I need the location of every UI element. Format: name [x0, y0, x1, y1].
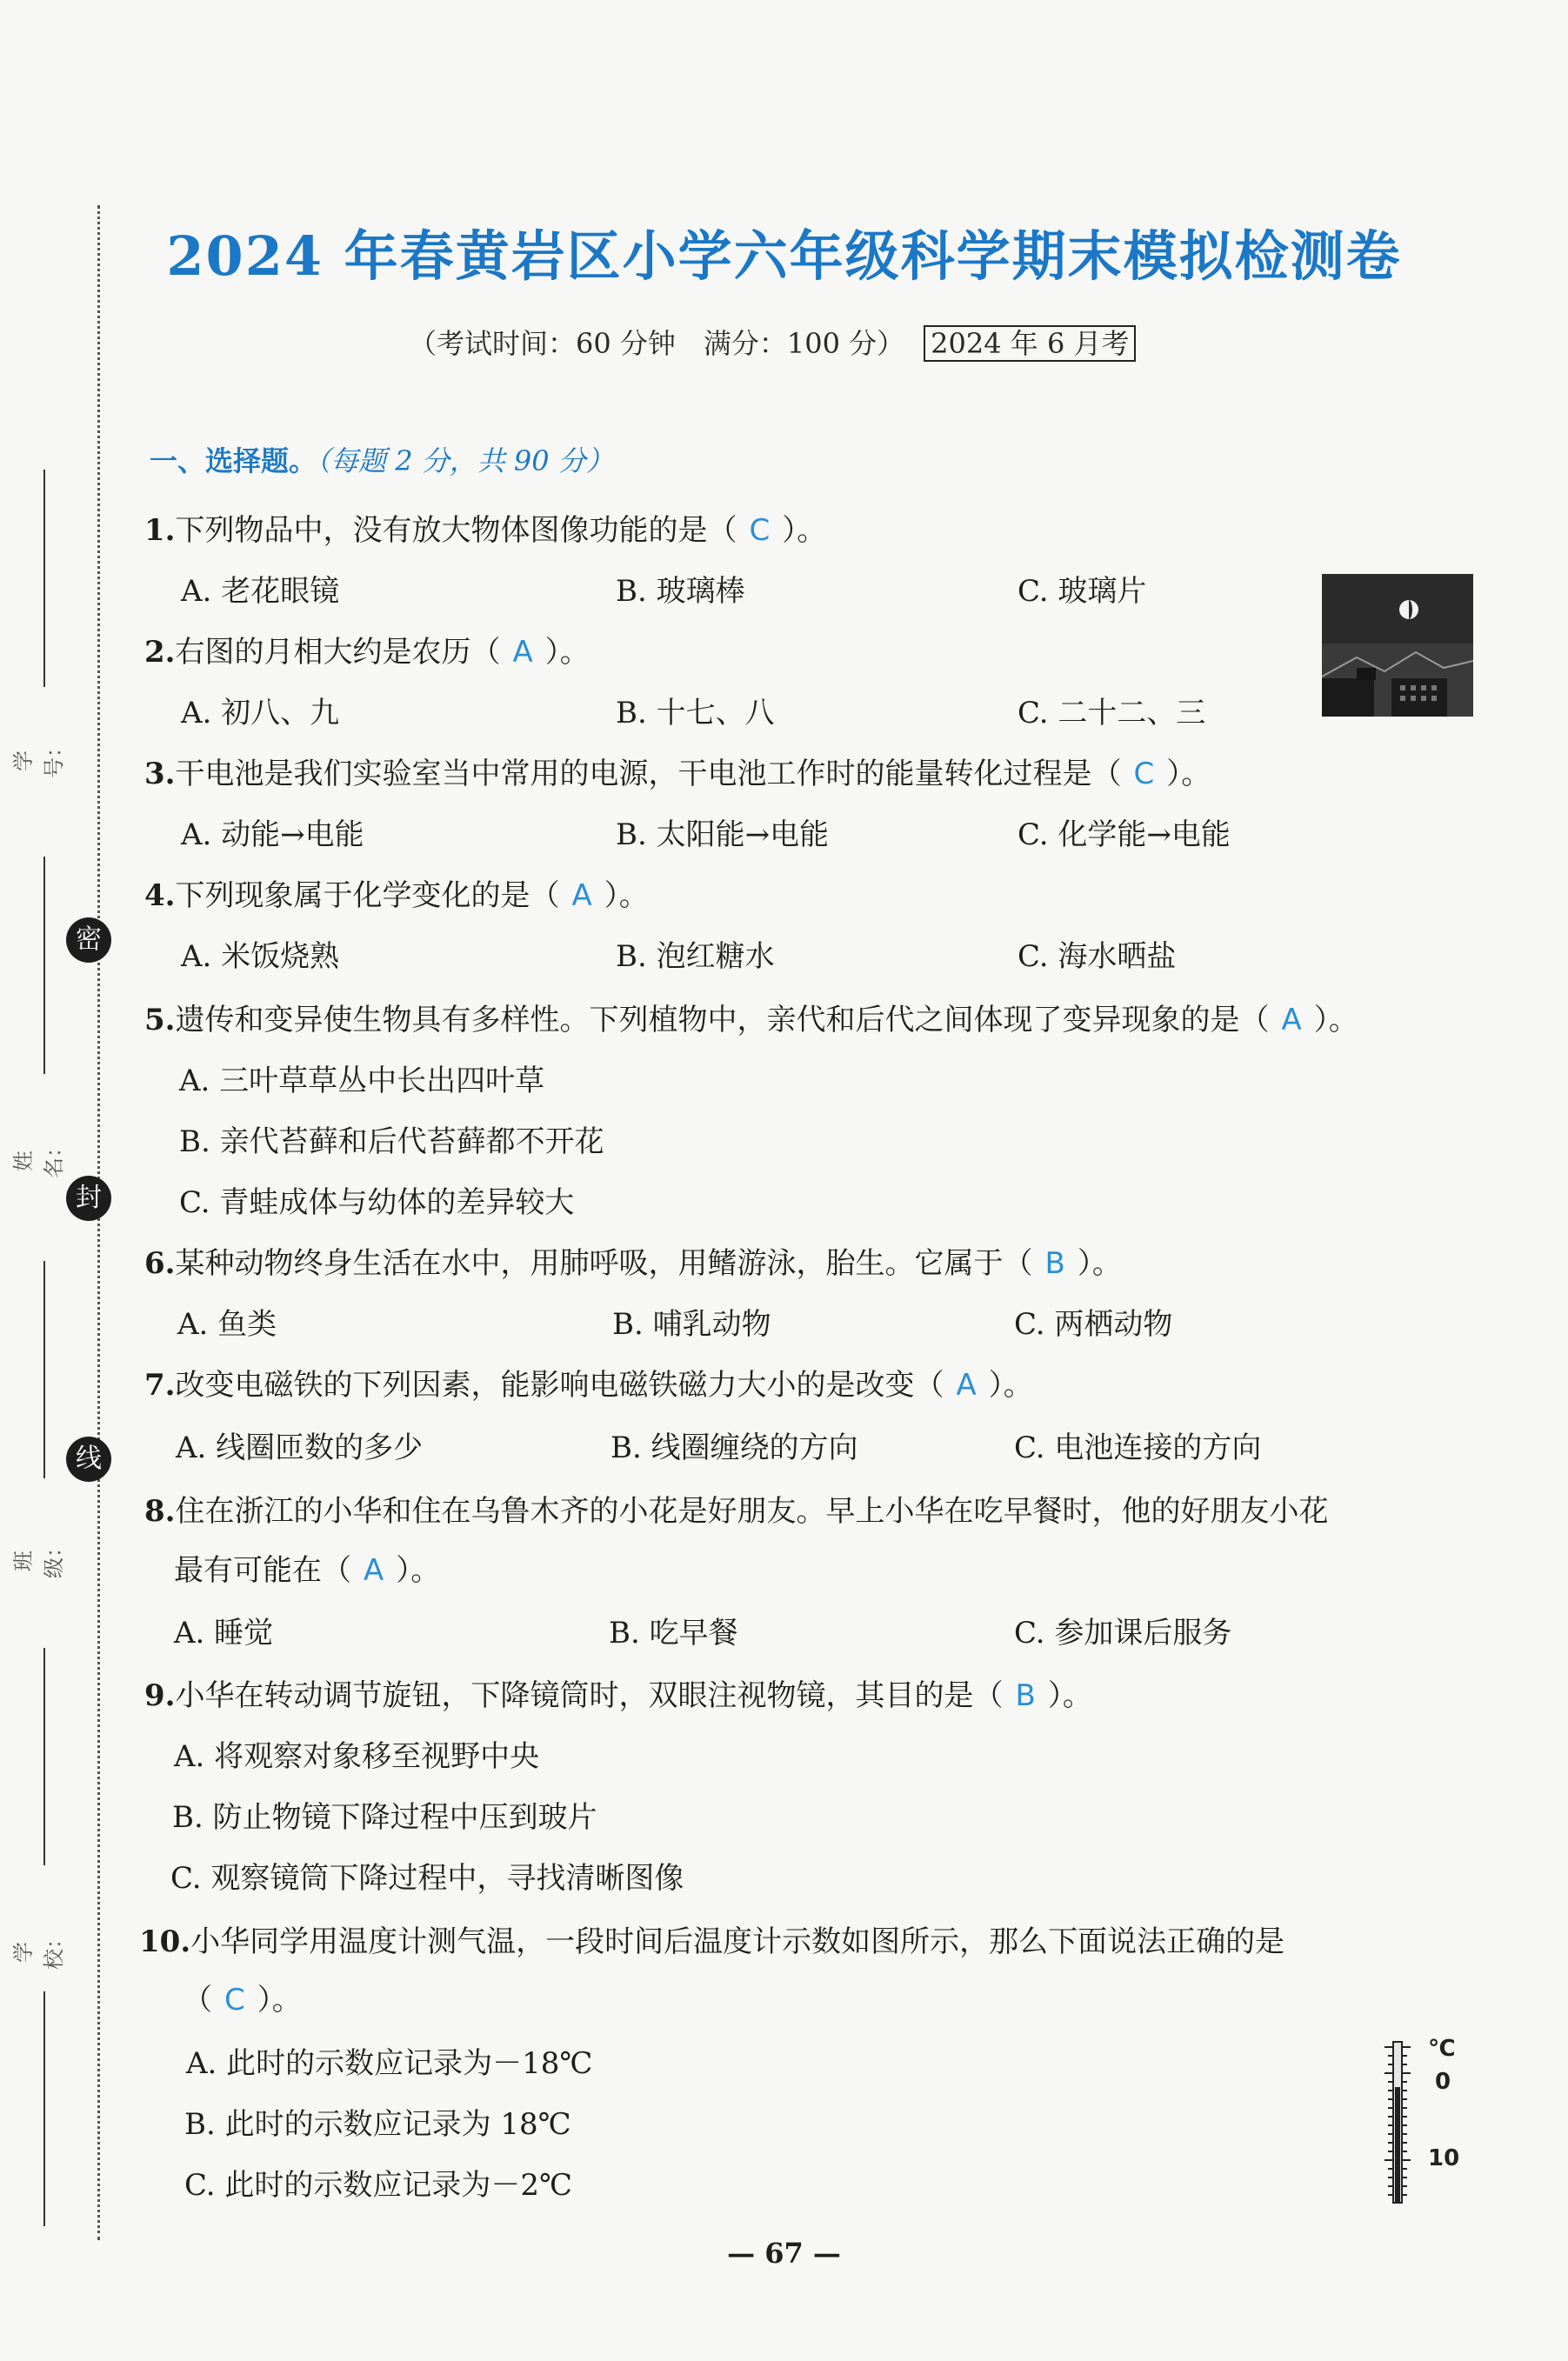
option-a: A. 将观察对象移至视野中央: [174, 1739, 540, 1774]
question-text: 住在浙江的小华和住在乌鲁木齐的小花是好朋友。早上小华在吃早餐时，他的好朋友小花: [175, 1494, 1329, 1529]
option-c: C. 电池连接的方向: [1014, 1431, 1262, 1465]
question-end: ）。: [257, 1983, 302, 2018]
seal-mi: 密: [66, 917, 111, 963]
question-end: ）。: [782, 513, 827, 548]
option-c: C. 观察镜筒下降过程中，寻找清晰图像: [170, 1861, 684, 1896]
seal-feng: 封: [66, 1176, 111, 1221]
question-number: 4.: [144, 878, 176, 913]
question-text: 某种动物终身生活在水中，用肺呼吸，用鳍游泳，胎生。它属于（: [175, 1246, 1033, 1281]
option-a: A. 米饭烧熟: [181, 939, 340, 974]
question-text: 干电池是我们实验室当中常用的电源，干电池工作时的能量转化过程是（: [175, 757, 1122, 791]
option-b: B. 亲代苔藓和后代苔藓都不开花: [179, 1124, 604, 1159]
margin-fill-line: [43, 1991, 45, 2226]
option-b: B. 防止物镜下降过程中压到玻片: [172, 1800, 597, 1835]
option-c: C. 两栖动物: [1014, 1307, 1173, 1342]
exam-date-box: 2024 年 6 月考: [924, 325, 1136, 362]
moon-phase-image: [1322, 574, 1473, 717]
answer: B: [1044, 1246, 1065, 1281]
thermometer-tick-bottom: 10: [1428, 2145, 1460, 2171]
option-b: B. 泡红糖水: [616, 939, 775, 974]
question-number: 5.: [144, 1003, 176, 1037]
thermometer-image: [1365, 2035, 1470, 2209]
thermometer-tick-top: 0: [1435, 2069, 1451, 2095]
option-b: B. 太阳能→电能: [616, 817, 830, 852]
question-text: 遗传和变异使生物具有多样性。下列植物中，亲代和后代之间体现了变异现象的是（: [175, 1003, 1270, 1037]
question-1: [144, 506, 826, 549]
option-b: B. 吃早餐: [609, 1616, 738, 1651]
option-c: C. 参加课后服务: [1014, 1616, 1232, 1651]
question-number: 6.: [144, 1246, 176, 1281]
question-6: [144, 1239, 1122, 1282]
answer: A: [512, 635, 533, 670]
question-text: 右图的月相大约是农历（: [175, 635, 501, 670]
answer: C: [1133, 757, 1155, 791]
school-fill-line: [43, 1648, 45, 1865]
question-7: [144, 1361, 1033, 1404]
option-b: B. 玻璃棒: [616, 574, 745, 609]
question-end: ）。: [1077, 1246, 1122, 1281]
question-9: [144, 1671, 1092, 1714]
section-label: 一、选择题。: [150, 444, 317, 477]
student-id-label: 学号：: [11, 737, 66, 778]
question-text: 小华在转动调节旋钮，下降镜筒时，双眼注视物镜，其目的是（: [175, 1678, 1004, 1713]
option-c: C. 此时的示数应记录为－2℃: [184, 2168, 573, 2203]
question-text: 改变电磁铁的下列因素，能影响电磁铁磁力大小的是改变（: [175, 1368, 944, 1403]
question-number: 7.: [144, 1368, 176, 1403]
seal-xian: 线: [66, 1437, 111, 1482]
question-8: [144, 1487, 1329, 1530]
name-label: 姓名：: [11, 1137, 66, 1178]
answer: A: [571, 878, 592, 913]
question-number: 9.: [144, 1678, 176, 1713]
question-number: 10.: [139, 1924, 191, 1959]
option-c: C. 海水晒盐: [1018, 939, 1177, 974]
answer: A: [956, 1368, 977, 1403]
question-end: ）。: [1313, 1003, 1358, 1037]
option-c: C. 二十二、三: [1018, 696, 1206, 730]
answer: A: [1281, 1003, 1302, 1037]
option-b: B. 哺乳动物: [612, 1307, 771, 1342]
answer: B: [1015, 1678, 1036, 1713]
question-text: 小华同学用温度计测气温，一段时间后温度计示数如图所示，那么下面说法正确的是: [190, 1924, 1285, 1959]
question-text: 下列现象属于化学变化的是（: [175, 878, 560, 913]
question-end: ）。: [1166, 757, 1211, 791]
option-c: C. 玻璃片: [1018, 574, 1147, 609]
option-b: B. 十七、八: [616, 696, 775, 730]
student-id-fill-line: [43, 470, 45, 687]
option-a: A. 三叶草草丛中长出四叶草: [179, 1064, 545, 1098]
question-text: 最有可能在（: [174, 1553, 351, 1588]
exam-info: （考试时间：60 分钟 满分：100 分）: [409, 327, 905, 360]
option-a: A. 鱼类: [177, 1307, 277, 1342]
option-c: C. 化学能→电能: [1018, 817, 1231, 852]
name-fill-line: [43, 857, 45, 1074]
option-b: B. 线圈缠绕的方向: [611, 1431, 858, 1465]
question-end: ）。: [604, 878, 649, 913]
question-4: [144, 871, 649, 914]
question-10: [139, 1917, 1284, 1960]
option-a: A. 动能→电能: [181, 817, 364, 852]
question-number: 1.: [144, 513, 176, 548]
answer: C: [749, 513, 771, 548]
question-text: （: [183, 1983, 212, 2018]
thermometer-unit: ℃: [1428, 2036, 1456, 2062]
section-heading: [150, 439, 614, 479]
question-end: ）。: [988, 1368, 1033, 1403]
option-c: C. 青蛙成体与幼体的差异较大: [179, 1185, 575, 1220]
question-number: 8.: [144, 1494, 176, 1529]
exam-title: 2024 年春黄岩区小学六年级科学期末模拟检测卷: [166, 224, 1402, 288]
answer: A: [364, 1553, 384, 1588]
school-label: 学校：: [11, 1928, 66, 1970]
dotted-cut-line: [97, 205, 100, 2240]
option-a: A. 老花眼镜: [181, 574, 340, 609]
section-note: （每题 2 分，共 90 分）: [317, 444, 614, 477]
option-a: A. 此时的示数应记录为－18℃: [186, 2046, 593, 2081]
option-a: A. 睡觉: [174, 1616, 274, 1651]
question-2: [144, 628, 590, 670]
class-label: 班级：: [11, 1537, 66, 1578]
option-a: A. 初八、九: [181, 696, 340, 730]
question-3: [144, 750, 1211, 792]
question-end: ）。: [396, 1553, 441, 1588]
question-text: 下列物品中，没有放大物体图像功能的是（: [175, 513, 737, 548]
question-number: 2.: [144, 635, 176, 670]
class-fill-line: [43, 1261, 45, 1478]
exam-info-line: [409, 322, 1136, 362]
option-a: A. 线圈匝数的多少: [176, 1431, 424, 1465]
question-8-cont: [174, 1546, 440, 1589]
page-number: — 67 —: [727, 2237, 841, 2270]
option-b: B. 此时的示数应记录为 18℃: [184, 2107, 571, 2142]
answer: C: [224, 1983, 245, 2018]
question-number: 3.: [144, 757, 176, 791]
question-end: ）。: [1047, 1678, 1092, 1713]
question-5: [144, 996, 1358, 1038]
question-end: ）。: [544, 635, 590, 670]
question-10-cont: [183, 1976, 302, 2018]
